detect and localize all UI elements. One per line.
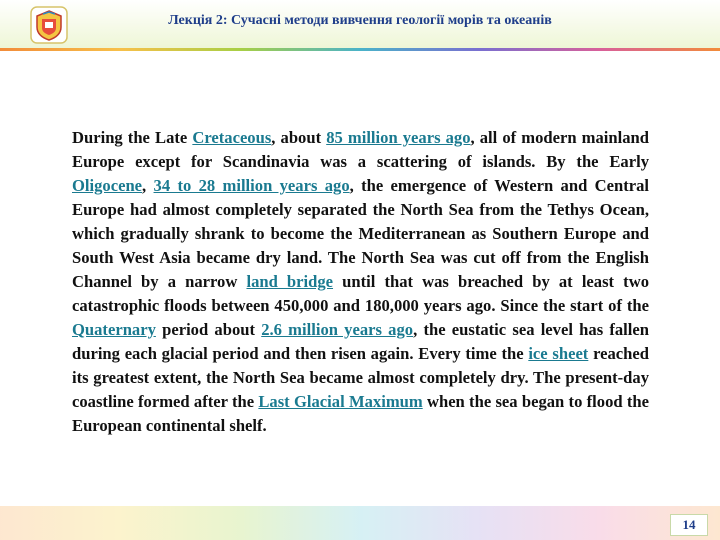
link-2-6-million-years-ago[interactable]: 2.6 million years ago [261, 320, 414, 339]
text-segment: period about [155, 320, 262, 339]
text-segment: reached its greatest extent, the North Sea became almost completely dry. The present-day coastline formed after the [72, 344, 649, 411]
text-segment: , the eustatic sea level has fallen during each glacial period and then risen again. Every time the [72, 320, 649, 363]
link-oligocene[interactable]: Oligocene [72, 176, 143, 195]
body-paragraph [72, 126, 649, 438]
link-34-to-28-million-years-ago[interactable]: 34 to 28 million years ago [153, 176, 350, 195]
text-segment: , all of modern mainland Europe except for Scandinavia was a scattering of islands. By the Early [72, 128, 649, 171]
text-segment: , about [271, 128, 327, 147]
slide-footer [0, 506, 720, 540]
slide-header [0, 0, 720, 48]
link-last-glacial-maximum[interactable]: Last Glacial Maximum [258, 392, 423, 411]
link-cretaceous[interactable]: Cretaceous [192, 128, 272, 147]
text-segment: , the emergence of Western and Central Europe had almost completely separated the North Sea from the Tethys Ocean, which gradually shrank to become the Mediterranean as Southern Europe and South West Asia became dry land. The North Sea was cut off from the English Channel by a narrow [72, 176, 650, 291]
text-segment: During the Late [72, 128, 193, 147]
link-ice-sheet[interactable]: ice sheet [528, 344, 589, 363]
university-emblem-icon [30, 6, 68, 44]
link-quaternary[interactable]: Quaternary [72, 320, 156, 339]
header-divider [0, 48, 720, 51]
text-segment: until that was breached by at least two catastrophic floods between 450,000 and 180,000 years ago. Since the start of the [72, 272, 649, 315]
text-segment: when the sea began to flood the European continental shelf. [72, 392, 649, 435]
slide-title: Лекція 2: Сучасні методи вивчення геології морів та океанів [168, 13, 552, 28]
link-land-bridge[interactable]: land bridge [246, 272, 334, 291]
page-number: 14 [670, 514, 708, 536]
text-segment: , [142, 176, 154, 195]
link-85-million-years-ago[interactable]: 85 million years ago [326, 128, 471, 147]
